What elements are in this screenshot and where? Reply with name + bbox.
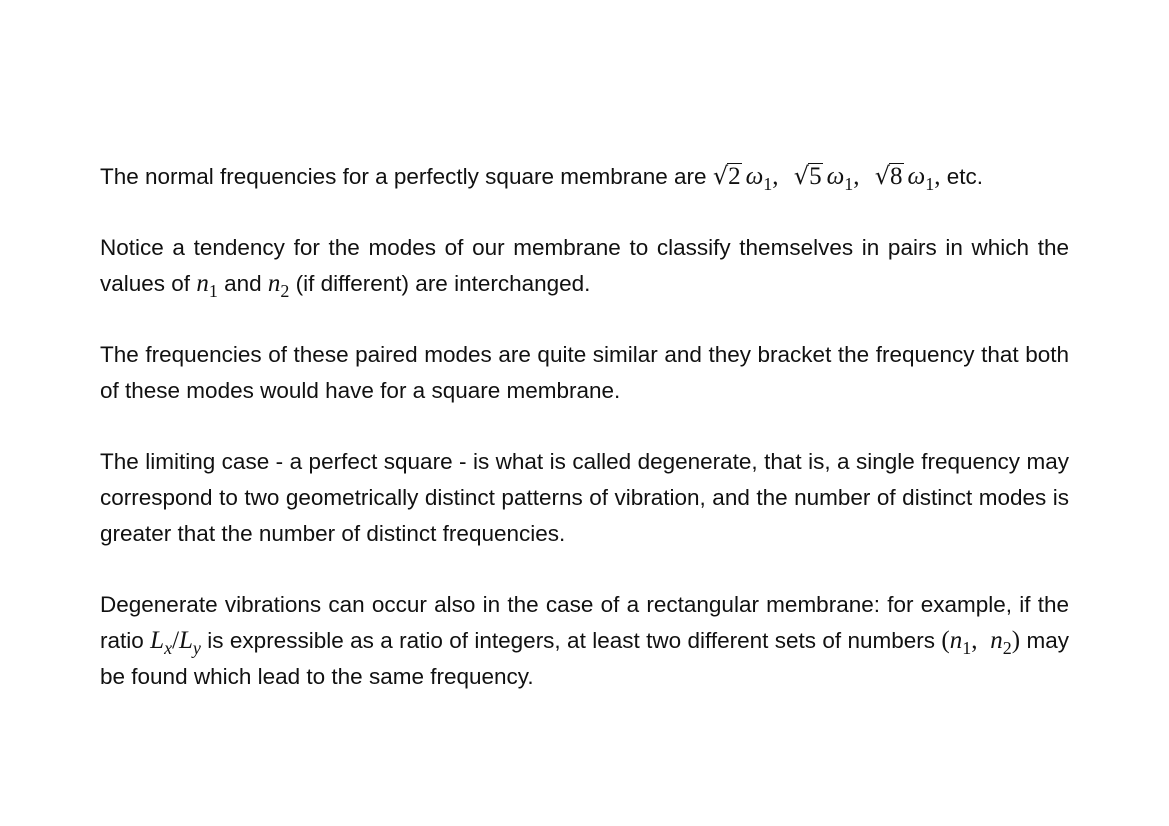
paragraph-text: The limiting case - a perfect square - is what is called degenerate, that is, a single frequency may correspond to two geometrically distinct patterns of vibration, and the number of distinct modes is greater that the number of distinct frequencies.	[100, 449, 1069, 546]
sqrt-term: √2	[712, 162, 741, 190]
math-lx: L	[150, 627, 165, 654]
paragraph-text: and	[224, 271, 262, 296]
sqrt-term: √8	[874, 162, 903, 190]
sqrt-term: √5	[793, 162, 822, 190]
math-tuple: ($n_1$, $n_2$)	[941, 627, 1021, 658]
paragraph-mode-pairs: Notice a tendency for the modes of our membrane to classify themselves in pairs in which the values of $n_1$ and $n_2$ (if different) are interchanged.	[100, 235, 1069, 301]
math-n2: n	[267, 270, 281, 297]
paragraph-text: The frequencies of these paired modes are quite similar and they bracket the frequency that both of these modes would have for a square membrane.	[100, 342, 1069, 403]
paragraph-rectangular-degeneracy: Degenerate vibrations can occur also in the case of a rectangular membrane: for example, if the ratio $L_x/L_y$ is expressible as a ratio of integers, at least two different sets of numbers ($n_1$, $n_2$) may be found which lead to the same frequency.	[100, 592, 1069, 689]
paragraph-text: (if different) are interchanged.	[295, 271, 591, 296]
paragraph-square-frequencies: The normal frequencies for a perfectly square membrane are √2 $\omega_1$, √5 $\omega_1$, √8 $\omega_1$, etc.	[100, 158, 1069, 195]
paragraph-text: may be found which lead to the same frequency.	[100, 628, 1069, 689]
math-ly: L	[179, 627, 193, 654]
paragraph-paired-frequencies	[100, 337, 1069, 409]
paragraph-limiting-case	[100, 444, 1069, 552]
math-n1: n	[196, 270, 209, 297]
paragraph-text: etc.	[946, 164, 983, 189]
paragraph-text: is expressible as a ratio of integers, at least two different sets of numbers	[207, 628, 936, 653]
paragraph-text: The normal frequencies for a perfectly square membrane are	[100, 164, 707, 189]
document-body	[100, 158, 1069, 730]
paragraph-text: Degenerate vibrations can occur also in the case of a rectangular membrane: for example, if the ratio	[100, 592, 1069, 653]
paragraph-text: Notice a tendency for the modes of our membrane to classify themselves in pairs in which the values of	[100, 235, 1069, 296]
